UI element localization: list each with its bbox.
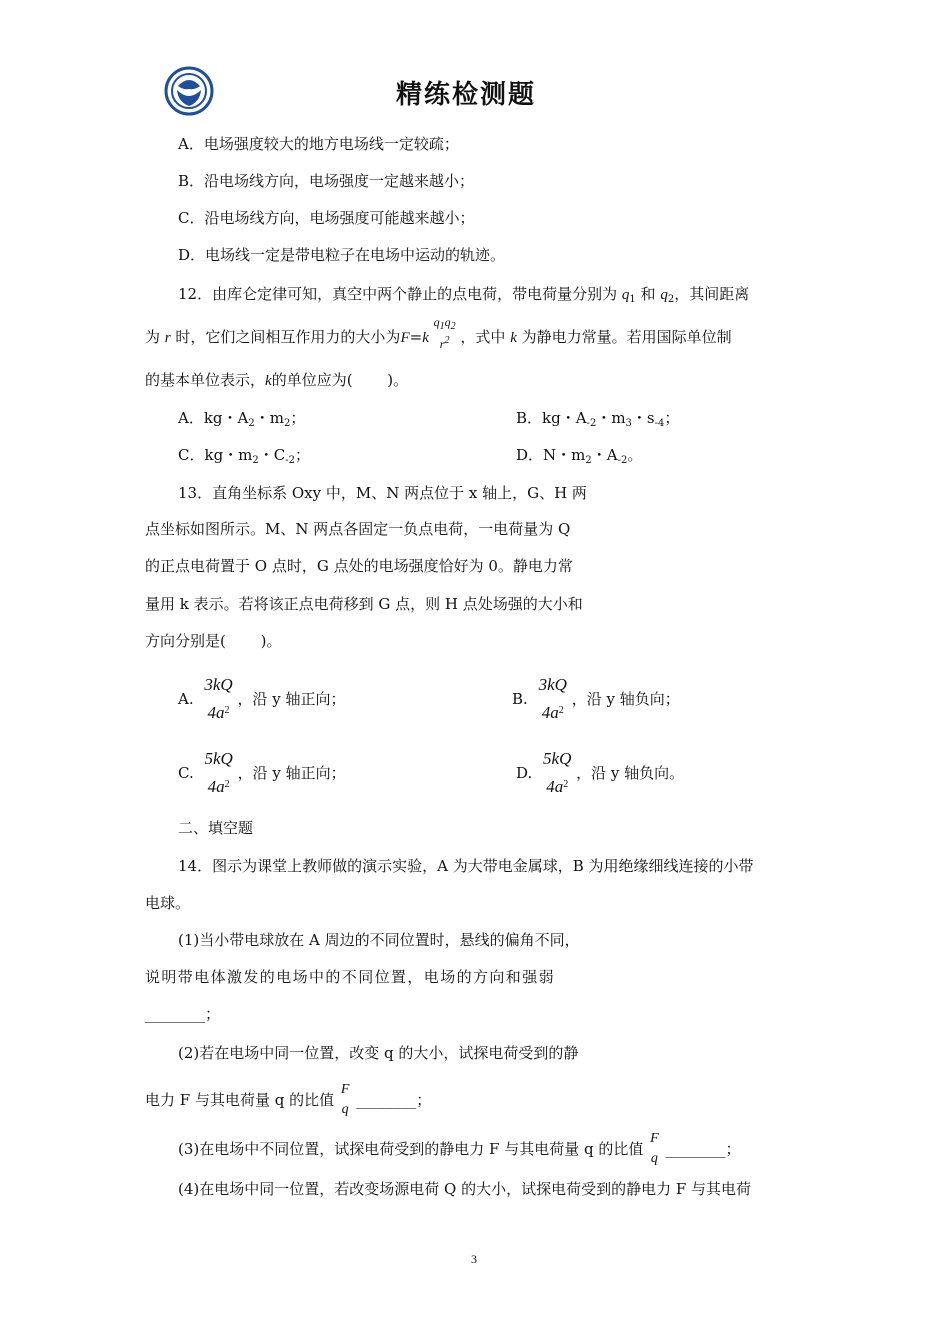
q13-option-c: C. 5kQ $4a^2$ ，沿 y 轴正向； — [178, 749, 346, 796]
q13-option-a: A. 3kQ $4a^2$ ，沿 y 轴正向； — [178, 675, 346, 722]
q12-line-3: 的基本单位表示，k的单位应为( )。 — [145, 371, 409, 389]
q12-line-2: 为 r 时，它们之间相互作用力的大小为F=k $q_1q_2$ $r^2$ ，式中 k 为静电力常量。若用国际单位制 — [145, 315, 732, 351]
q13-line-4: 量用 k 表示。若将该正点电荷移到 G 点，则 H 点处场强的大小和 — [145, 595, 583, 613]
q14-part4: (4)在电场中同一位置，若改变场源电荷 Q 的大小，试探电荷受到的静电力 F 与其电荷 — [178, 1180, 752, 1198]
q13-option-b: B. 3kQ $4a^2$ ，沿 y 轴负向； — [512, 675, 680, 722]
q13-line-3: 的正点电荷置于 O 点时，G 点处的电场强度恰好为 0。静电力常 — [145, 557, 573, 575]
q12-option-b: B．kg・$A_{-2}$・$m_3$・$s_{-4}$； — [516, 409, 680, 429]
q13-line-5: 方向分别是( )。 — [145, 632, 282, 650]
q13-line-2: 点坐标如图所示。M、N 两点各固定一负点电荷，一电荷量为 Q — [145, 520, 571, 538]
q12-option-c: C．kg・$m_2$・$C_{-2}$； — [178, 446, 311, 466]
q14-part3: (3)在电场中不同位置，试探电荷受到的静电力 F 与其电荷量 q 的比值 F q ________； — [178, 1131, 741, 1166]
section-heading: 二、填空题 — [178, 819, 254, 837]
q11-option-d: D．电场线一定是带电粒子在电场中运动的轨迹。 — [178, 246, 506, 264]
q13-line-1: 13．直角坐标系 Oxy 中，M、N 两点位于 x 轴上，G、H 两 — [178, 484, 587, 502]
coulomb-fraction: $q_1q_2$ $r^2$ — [433, 315, 456, 351]
logo — [164, 66, 214, 116]
q13-option-d: D. 5kQ $4a^2$ ，沿 y 轴负向。 — [516, 749, 685, 796]
q14-line-2: 电球。 — [145, 894, 191, 912]
page-title: 精练检测题 — [396, 80, 537, 110]
q14-part2-line-2: 电力 F 与其电荷量 q 的比值 F q ________； — [145, 1082, 432, 1117]
q14-part1-line-2: 说明带电体激发的电场中的不同位置，电场的方向和强弱 — [145, 968, 556, 986]
q12-line-1: 12．由库仑定律可知，真空中两个静止的点电荷，带电荷量分别为 $q_1$ 和 $q_2$，其间距离 — [178, 285, 750, 305]
q11-option-b: B．沿电场线方向，电场强度一定越来越小； — [178, 172, 475, 190]
q11-option-a: A．电场强度较大的地方电场线一定较疏； — [178, 135, 459, 153]
q14-line-1: 14．图示为课堂上教师做的演示实验，A 为大带电金属球，B 为用绝缘细线连接的小带 — [178, 857, 754, 875]
q14-part2-line-1: (2)若在电场中同一位置，改变 q 的大小，试探电荷受到的静 — [178, 1044, 579, 1062]
q12-option-d: D．N・$m_2$・$A_{-2}$。 — [516, 446, 643, 466]
q12-option-a: A．kg・$A_2$・$m_2$； — [178, 409, 306, 429]
ring-logo-icon — [164, 66, 214, 116]
page-number: 3 — [471, 1252, 477, 1266]
q14-part1-blank: ________； — [145, 1005, 221, 1023]
q14-part1-line-1: (1)当小带电球放在 A 周边的不同位置时，悬线的偏角不同， — [178, 931, 580, 949]
q11-option-c: C．沿电场线方向，电场强度可能越来越小； — [178, 209, 475, 227]
